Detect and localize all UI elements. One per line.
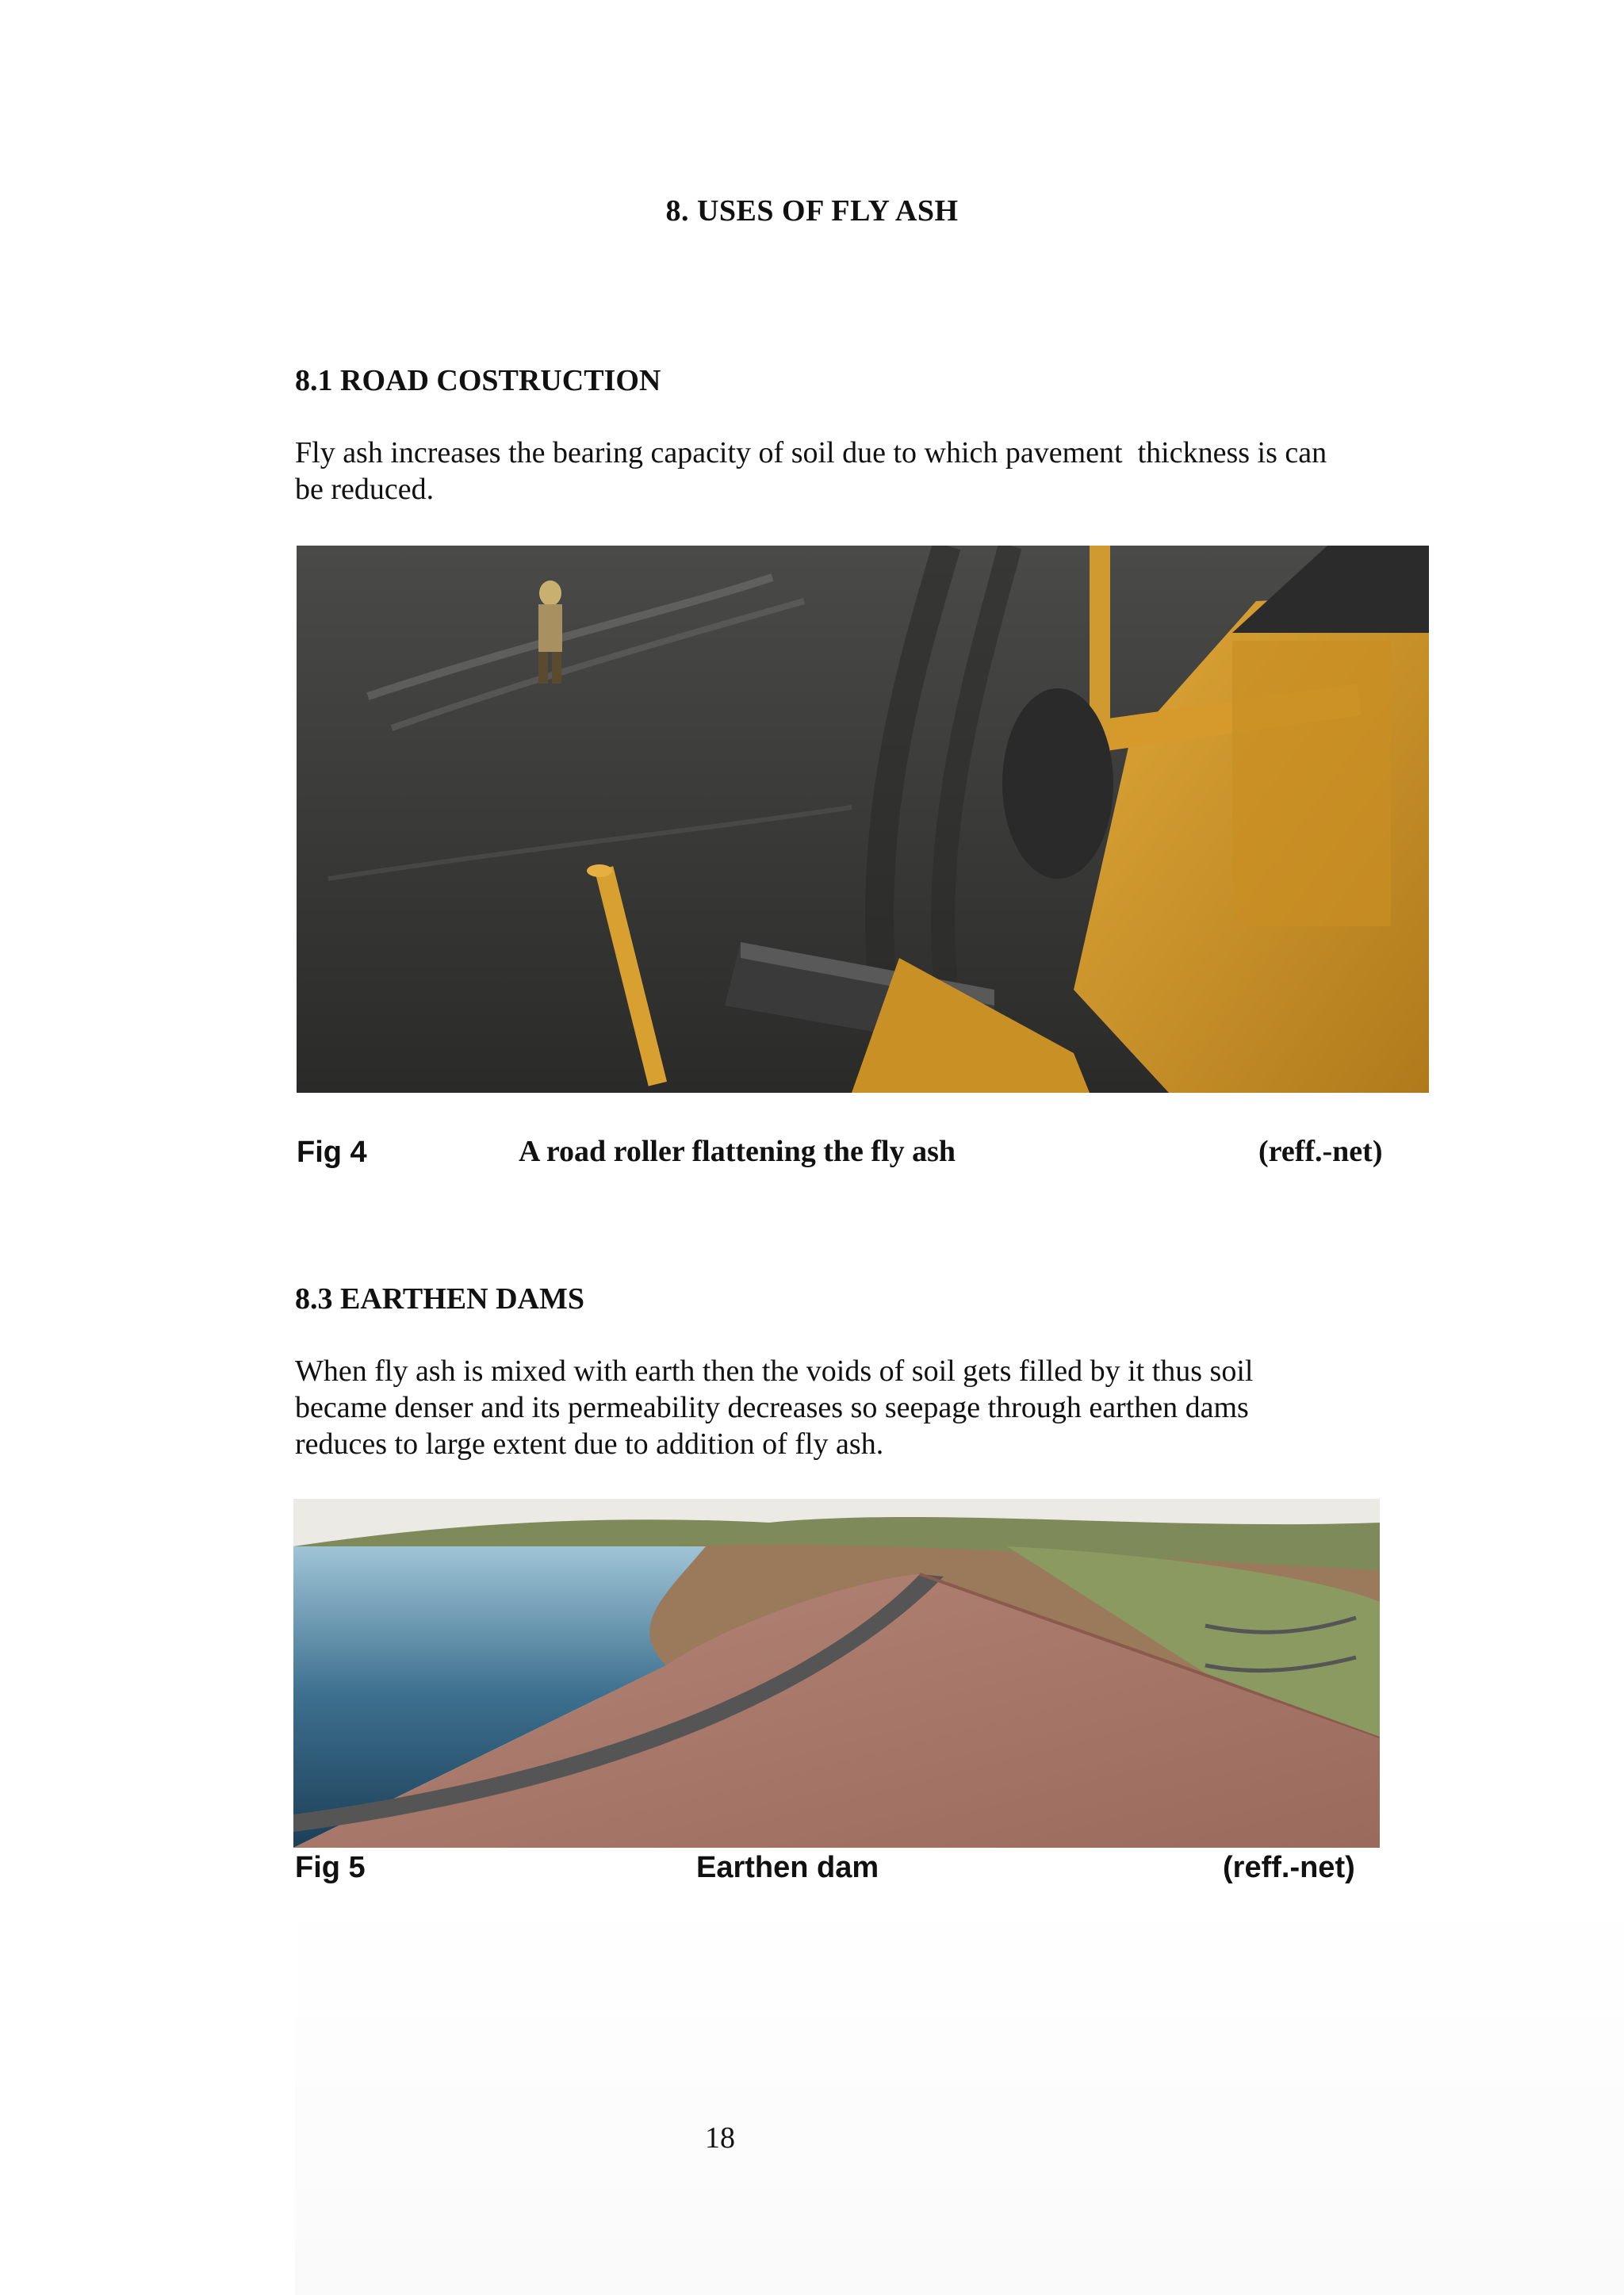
page-title: 8. USES OF FLY ASH [665,194,959,228]
figure-number: Fig 5 [295,1851,366,1884]
figure-caption: A road roller flattening the fly ash [519,1135,956,1168]
figure-source: (reff.-net) [1258,1135,1383,1168]
paragraph-line: be reduced. [295,473,435,506]
figure-caption: Earthen dam [696,1851,879,1884]
earthen-dams-paragraph [295,1353,1326,1462]
figure-source: (reff.-net) [1223,1851,1355,1884]
paragraph-line: Fly ash increases the bearing capacity of soil due to which pavement thickness is can [295,436,1327,469]
road-roller-photo [297,546,1429,1093]
paragraph-line: became denser and its permeability decreases so seepage through earthen dams [295,1391,1249,1424]
paragraph-line: When fly ash is mixed with earth then the voids of soil gets filled by it thus soil [295,1354,1254,1388]
page-background-shade [295,1887,1624,2295]
road-construction-paragraph [295,435,1405,508]
section-heading-road-construction: 8.1 ROAD COSTRUCTION [295,364,661,397]
paragraph-line: reduces to large extent due to addition of fly ash. [295,1427,884,1461]
figure-number: Fig 4 [297,1136,367,1169]
page-number: 18 [705,2121,735,2155]
section-heading-earthen-dams: 8.3 EARTHEN DAMS [295,1282,584,1316]
earthen-dam-photo [293,1499,1380,1848]
